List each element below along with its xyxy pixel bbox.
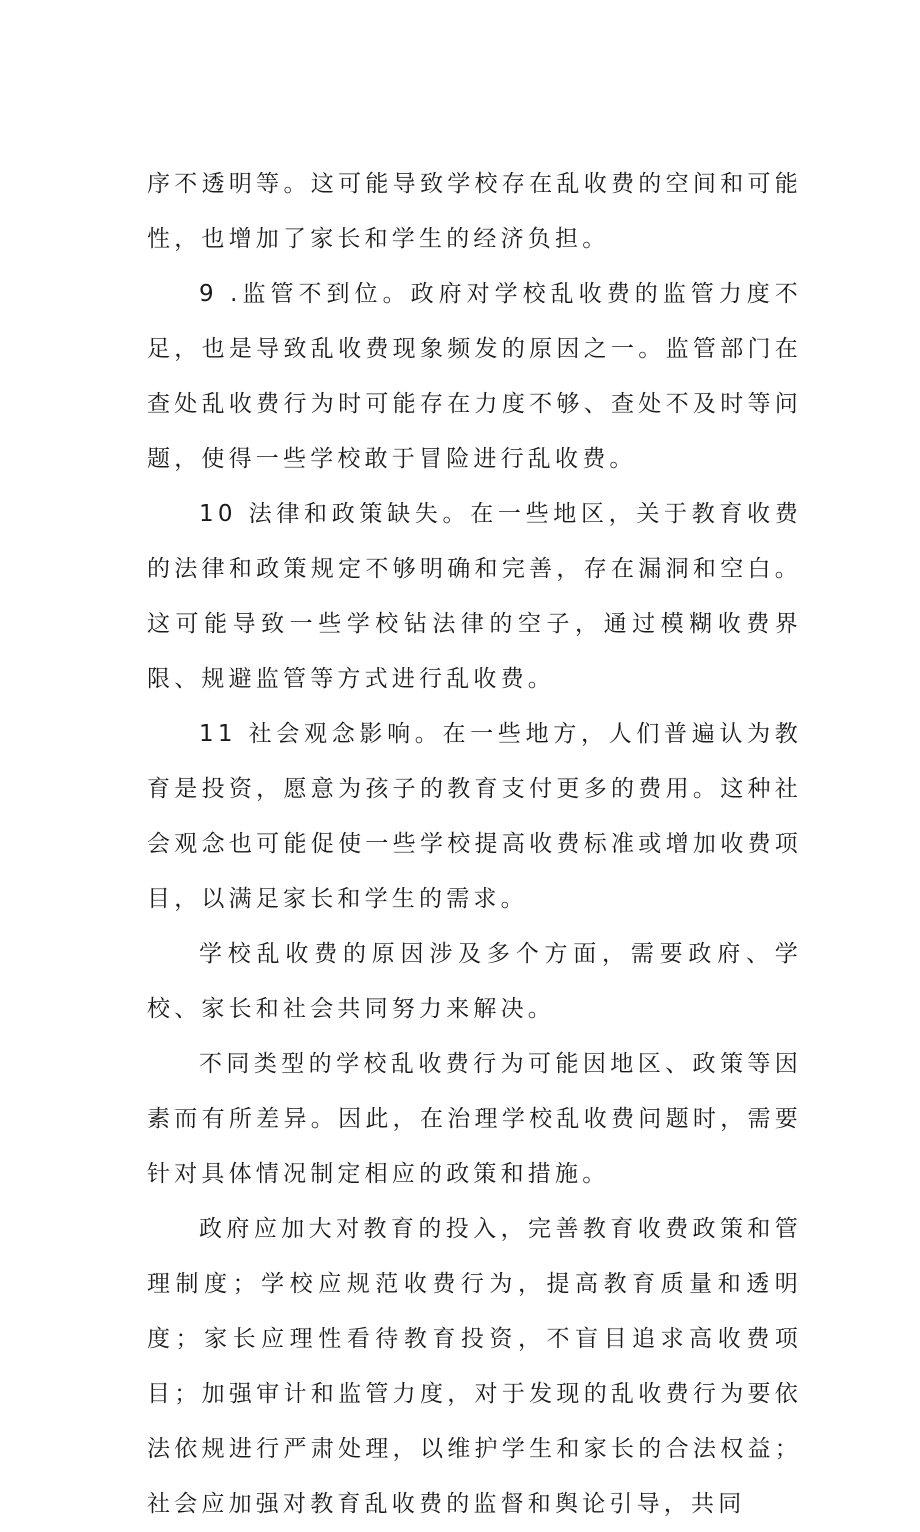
paragraph-continuation: 序不透明等。这可能导致学校存在乱收费的空间和可能性，也增加了家长和学生的经济负担。 <box>147 171 802 252</box>
paragraph-item-9: 9 .监管不到位。政府对学校乱收费的监管力度不足，也是导致乱收费现象频发的原因之一。监管部门在查处乱收费行为时可能存在力度不够、查处不及时等问题，使得一些学校敢于冒险进行乱收费。 <box>147 281 802 472</box>
paragraph-item-11: 11 社会观念影响。在一些地方，人们普遍认为教育是投资，愿意为孩子的教育支付更多的费用。这种社会观念也可能促使一些学校提高收费标准或增加收费项目，以满足家长和学生的需求。 <box>147 721 802 912</box>
paragraph-recommendations: 政府应加大对教育的投入，完善教育收费政策和管理制度；学校应规范收费行为，提高教育质量和透明度；家长应理性看待教育投资，不盲目追求高收费项目；加强审计和监管力度，对于发现的乱收费行为要依法依规进行严肃处理，以维护学生和家长的合法权益；社会应加强对教育乱收费的监督和舆论引导，共同 <box>147 1216 802 1517</box>
paragraph-differences: 不同类型的学校乱收费行为可能因地区、政策等因素而有所差异。因此，在治理学校乱收费问题时，需要针对具体情况制定相应的政策和措施。 <box>147 1051 802 1187</box>
paragraph-item-10: 10 法律和政策缺失。在一些地区，关于教育收费的法律和政策规定不够明确和完善，存在漏洞和空白。这可能导致一些学校钻法律的空子，通过模糊收费界限、规避监管等方式进行乱收费。 <box>147 501 802 692</box>
paragraph-summary: 学校乱收费的原因涉及多个方面，需要政府、学校、家长和社会共同努力来解决。 <box>147 941 802 1022</box>
document-body <box>147 157 802 1532</box>
